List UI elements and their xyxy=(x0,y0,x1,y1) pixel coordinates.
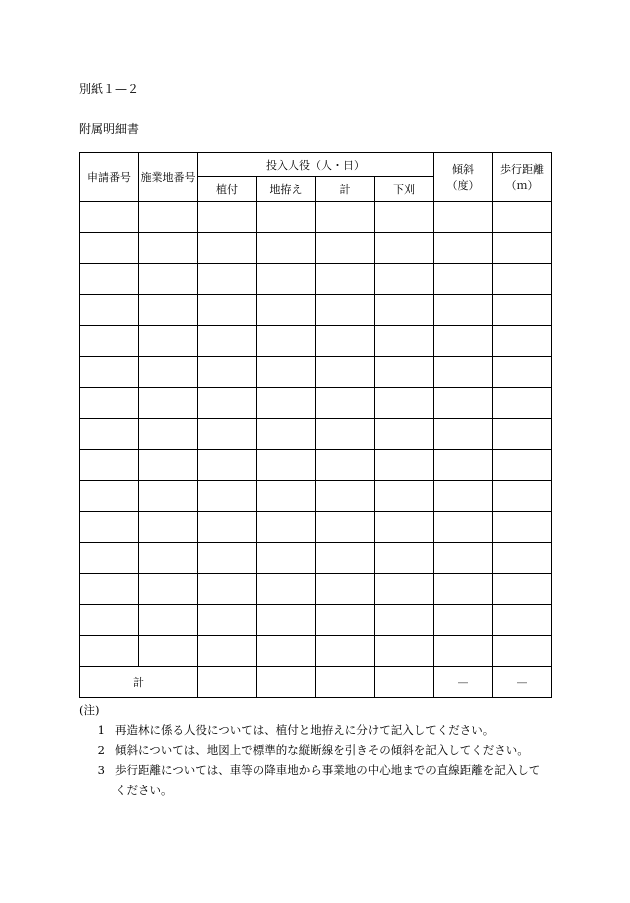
slope-cell[interactable] xyxy=(434,295,493,326)
site-no-cell[interactable] xyxy=(139,326,198,357)
subtotal-cell[interactable] xyxy=(316,481,375,512)
note-text: 歩行距離については、車等の降車地から事業地の中心地までの直線距離を記入してください。 xyxy=(115,763,541,797)
planting-cell[interactable] xyxy=(198,543,257,574)
site-prep-cell[interactable] xyxy=(257,326,316,357)
site-no-cell[interactable] xyxy=(139,450,198,481)
site-no-cell[interactable] xyxy=(139,388,198,419)
application-no-cell[interactable] xyxy=(80,574,139,605)
distance-cell[interactable] xyxy=(493,295,552,326)
site-no-cell[interactable] xyxy=(139,233,198,264)
table-row xyxy=(80,295,552,326)
site-no-cell[interactable] xyxy=(139,512,198,543)
header-slope-line2: （度） xyxy=(446,179,480,192)
site-no-cell[interactable] xyxy=(139,636,198,667)
application-no-cell[interactable] xyxy=(80,388,139,419)
slope-cell[interactable] xyxy=(434,574,493,605)
note-item xyxy=(79,740,549,760)
notes-header: (注) xyxy=(79,703,100,717)
planting-cell[interactable] xyxy=(198,419,257,450)
planting-cell[interactable] xyxy=(198,605,257,636)
site-prep-cell[interactable] xyxy=(257,233,316,264)
site-no-cell[interactable] xyxy=(139,419,198,450)
distance-cell[interactable] xyxy=(493,605,552,636)
distance-cell[interactable] xyxy=(493,326,552,357)
slope-cell[interactable] xyxy=(434,357,493,388)
application-no-cell[interactable] xyxy=(80,512,139,543)
slope-cell[interactable] xyxy=(434,450,493,481)
distance-cell[interactable] xyxy=(493,481,552,512)
slope-cell[interactable] xyxy=(434,233,493,264)
table-row xyxy=(80,264,552,295)
subtotal-cell[interactable] xyxy=(316,574,375,605)
planting-cell[interactable] xyxy=(198,450,257,481)
header-subtotal: 計 xyxy=(316,177,375,202)
application-no-cell[interactable] xyxy=(80,636,139,667)
planting-cell[interactable] xyxy=(198,388,257,419)
header-site-prep: 地拵え xyxy=(257,177,316,202)
subtotal-cell[interactable] xyxy=(316,419,375,450)
header-slope-line1: 傾斜 xyxy=(452,163,474,176)
total-label: 計 xyxy=(80,667,198,698)
site-prep-cell[interactable] xyxy=(257,295,316,326)
weeding-cell[interactable] xyxy=(375,543,434,574)
site-no-cell[interactable] xyxy=(139,605,198,636)
planting-cell[interactable] xyxy=(198,326,257,357)
subtotal-cell[interactable] xyxy=(316,233,375,264)
table-row xyxy=(80,450,552,481)
planting-cell[interactable] xyxy=(198,512,257,543)
header-weeding: 下刈 xyxy=(375,177,434,202)
site-prep-cell[interactable] xyxy=(257,574,316,605)
site-prep-cell[interactable] xyxy=(257,388,316,419)
weeding-cell[interactable] xyxy=(375,326,434,357)
distance-cell[interactable] xyxy=(493,543,552,574)
slope-cell[interactable] xyxy=(434,419,493,450)
weeding-cell[interactable] xyxy=(375,450,434,481)
distance-cell[interactable] xyxy=(493,233,552,264)
distance-cell[interactable] xyxy=(493,357,552,388)
site-no-cell[interactable] xyxy=(139,574,198,605)
table-row xyxy=(80,636,552,667)
weeding-cell[interactable] xyxy=(375,233,434,264)
total-slope-dash: — xyxy=(434,667,493,698)
distance-cell[interactable] xyxy=(493,419,552,450)
planting-cell[interactable] xyxy=(198,636,257,667)
table-row xyxy=(80,233,552,264)
header-site-no: 施業地番号 xyxy=(139,153,198,202)
site-prep-cell[interactable] xyxy=(257,512,316,543)
distance-cell[interactable] xyxy=(493,388,552,419)
slope-cell[interactable] xyxy=(434,326,493,357)
note-text: 再造林に係る人役については、植付と地拵えに分けて記入してください。 xyxy=(115,723,495,737)
planting-cell[interactable] xyxy=(198,295,257,326)
planting-cell[interactable] xyxy=(198,357,257,388)
note-number: 3 xyxy=(97,763,105,777)
distance-cell[interactable] xyxy=(493,636,552,667)
application-no-cell[interactable] xyxy=(80,295,139,326)
subtotal-cell[interactable] xyxy=(316,543,375,574)
weeding-cell[interactable] xyxy=(375,202,434,233)
application-no-cell[interactable] xyxy=(80,450,139,481)
header-distance-line1: 歩行距離 xyxy=(500,163,544,176)
weeding-cell[interactable] xyxy=(375,357,434,388)
table-row xyxy=(80,574,552,605)
slope-cell[interactable] xyxy=(434,388,493,419)
header-application-no: 申請番号 xyxy=(80,153,139,202)
site-prep-cell[interactable] xyxy=(257,202,316,233)
table-row xyxy=(80,543,552,574)
header-slope xyxy=(434,153,493,202)
subtotal-cell[interactable] xyxy=(316,636,375,667)
weeding-cell[interactable] xyxy=(375,419,434,450)
total-row xyxy=(80,667,552,698)
site-prep-cell[interactable] xyxy=(257,419,316,450)
subtotal-cell[interactable] xyxy=(316,264,375,295)
distance-cell[interactable] xyxy=(493,574,552,605)
note-number: 2 xyxy=(97,743,105,757)
total-distance-dash: — xyxy=(493,667,552,698)
distance-cell[interactable] xyxy=(493,450,552,481)
application-no-cell[interactable] xyxy=(80,543,139,574)
distance-cell[interactable] xyxy=(493,202,552,233)
subtotal-cell[interactable] xyxy=(316,295,375,326)
slope-cell[interactable] xyxy=(434,481,493,512)
application-no-cell[interactable] xyxy=(80,357,139,388)
planting-cell[interactable] xyxy=(198,574,257,605)
planting-cell[interactable] xyxy=(198,202,257,233)
weeding-cell[interactable] xyxy=(375,512,434,543)
annex-label: 別紙１—２ xyxy=(79,82,140,96)
table-row xyxy=(80,326,552,357)
site-no-cell[interactable] xyxy=(139,357,198,388)
table-row xyxy=(80,202,552,233)
weeding-cell[interactable] xyxy=(375,295,434,326)
site-prep-cell[interactable] xyxy=(257,481,316,512)
total-weeding-cell[interactable] xyxy=(375,667,434,698)
table-row xyxy=(80,512,552,543)
application-no-cell[interactable] xyxy=(80,481,139,512)
subtotal-cell[interactable] xyxy=(316,605,375,636)
slope-cell[interactable] xyxy=(434,636,493,667)
distance-cell[interactable] xyxy=(493,264,552,295)
application-no-cell[interactable] xyxy=(80,202,139,233)
weeding-cell[interactable] xyxy=(375,481,434,512)
site-prep-cell[interactable] xyxy=(257,264,316,295)
weeding-cell[interactable] xyxy=(375,264,434,295)
site-no-cell[interactable] xyxy=(139,481,198,512)
application-no-cell[interactable] xyxy=(80,605,139,636)
site-no-cell[interactable] xyxy=(139,543,198,574)
header-labor-group: 投入人役（人・日） xyxy=(198,153,434,177)
site-no-cell[interactable] xyxy=(139,264,198,295)
weeding-cell[interactable] xyxy=(375,388,434,419)
notes-section xyxy=(79,700,549,800)
total-subtotal-cell[interactable] xyxy=(316,667,375,698)
site-prep-cell[interactable] xyxy=(257,357,316,388)
detail-table xyxy=(79,152,552,698)
table-row xyxy=(80,388,552,419)
subtotal-cell[interactable] xyxy=(316,512,375,543)
slope-cell[interactable] xyxy=(434,512,493,543)
site-no-cell[interactable] xyxy=(139,202,198,233)
subtotal-cell[interactable] xyxy=(316,202,375,233)
document-title: 附属明細書 xyxy=(79,122,140,136)
application-no-cell[interactable] xyxy=(80,264,139,295)
weeding-cell[interactable] xyxy=(375,574,434,605)
notes-list xyxy=(79,720,549,800)
distance-cell[interactable] xyxy=(493,512,552,543)
site-prep-cell[interactable] xyxy=(257,636,316,667)
table-body xyxy=(80,202,552,667)
table-row xyxy=(80,481,552,512)
planting-cell[interactable] xyxy=(198,233,257,264)
site-no-cell[interactable] xyxy=(139,295,198,326)
header-distance-line2: （ｍ） xyxy=(505,179,539,192)
site-prep-cell[interactable] xyxy=(257,450,316,481)
subtotal-cell[interactable] xyxy=(316,450,375,481)
slope-cell[interactable] xyxy=(434,264,493,295)
total-site-prep-cell[interactable] xyxy=(257,667,316,698)
site-prep-cell[interactable] xyxy=(257,605,316,636)
total-planting-cell[interactable] xyxy=(198,667,257,698)
note-text: 傾斜については、地図上で標準的な縦断線を引きその傾斜を記入してください。 xyxy=(115,743,529,757)
header-distance xyxy=(493,153,552,202)
table-row xyxy=(80,605,552,636)
note-item xyxy=(79,720,549,740)
table-row xyxy=(80,419,552,450)
slope-cell[interactable] xyxy=(434,202,493,233)
note-item xyxy=(79,760,549,800)
site-prep-cell[interactable] xyxy=(257,543,316,574)
planting-cell[interactable] xyxy=(198,264,257,295)
slope-cell[interactable] xyxy=(434,605,493,636)
planting-cell[interactable] xyxy=(198,481,257,512)
subtotal-cell[interactable] xyxy=(316,326,375,357)
weeding-cell[interactable] xyxy=(375,605,434,636)
table-row xyxy=(80,357,552,388)
application-no-cell[interactable] xyxy=(80,233,139,264)
header-planting: 植付 xyxy=(198,177,257,202)
weeding-cell[interactable] xyxy=(375,636,434,667)
application-no-cell[interactable] xyxy=(80,326,139,357)
subtotal-cell[interactable] xyxy=(316,357,375,388)
application-no-cell[interactable] xyxy=(80,419,139,450)
note-number: 1 xyxy=(97,723,105,737)
subtotal-cell[interactable] xyxy=(316,388,375,419)
slope-cell[interactable] xyxy=(434,543,493,574)
